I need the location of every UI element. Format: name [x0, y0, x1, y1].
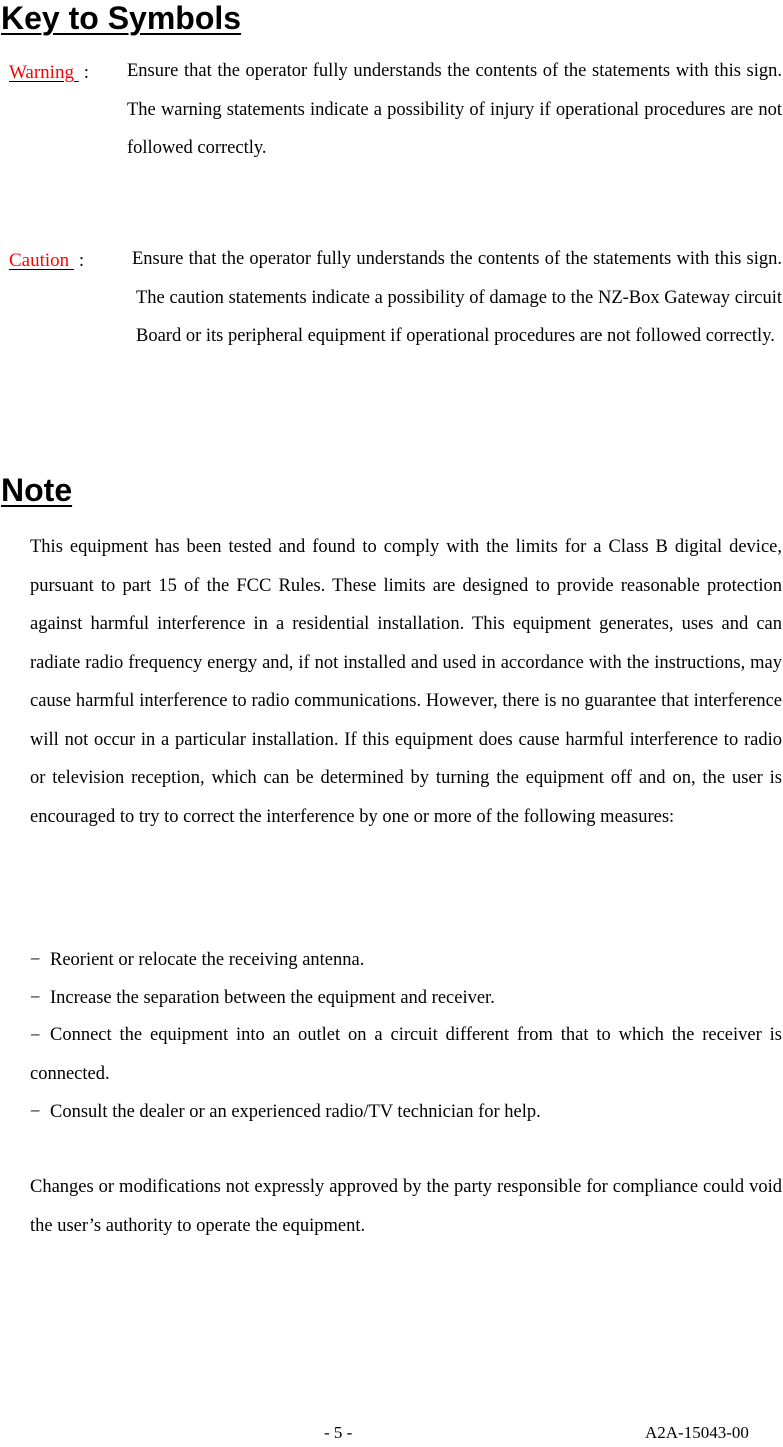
warning-label-text: Warning — [9, 62, 74, 83]
document-id: A2A-15043-00 — [645, 1423, 749, 1442]
caution-label-colon: : — [78, 250, 85, 271]
changes-paragraph: Changes or modifications not expressly approved by the party responsible for compliance could void the user’s authority to operate the equipment. — [30, 1177, 782, 1236]
key-to-symbols-heading: Key to Symbols — [1, 0, 242, 36]
measure-item: Connect the equipment into an outlet on a circuit different from that to which the receiver is connected. — [30, 1025, 782, 1084]
measure-item: Consult the dealer or an experienced radio/TV technician for help. — [50, 1102, 541, 1122]
measure-item: Reorient or relocate the receiving antenna. — [50, 950, 365, 970]
caution-text: Ensure that the operator fully understands the contents of the statements with this sign. The caution statements indicate a possibility of damage to the NZ-Box Gateway circuit Board or its peripheral equipment if operational procedures are not followed correctly. — [132, 249, 782, 346]
caution-label-text: Caution — [9, 250, 70, 271]
warning-text: Ensure that the operator fully understands the contents of the statements with this sign. The warning statements indicate a possibility of injury if operational procedures are not followed correctly. — [127, 61, 782, 158]
note-heading: Note — [1, 472, 73, 508]
caution-label — [9, 251, 84, 270]
measure-dash: − — [30, 1102, 41, 1122]
measure-dash: − — [30, 988, 41, 1008]
page-number: - 5 - — [324, 1423, 353, 1442]
measure-dash: − — [30, 950, 41, 970]
warning-label — [9, 63, 89, 82]
measure-dash: − — [30, 1026, 41, 1046]
fcc-note-paragraph: This equipment has been tested and found to comply with the limits for a Class B digital device, pursuant to part 15 of the FCC Rules. These limits are designed to provide reasonable protection against harmful interference in a residential installation. This equipment generates, uses and can radiate radio frequency energy and, if not installed and used in accordance with the instructions, may cause harmful interference to radio communications. However, there is no guarantee that interference will not occur in a particular installation. If this equipment does cause harmful interference to radio or television reception, which can be determined by turning the equipment off and on, the user is encouraged to try to correct the interference by one or more of the following measures: — [30, 537, 782, 827]
warning-label-colon: : — [83, 62, 89, 83]
measure-item: Increase the separation between the equipment and receiver. — [50, 988, 495, 1008]
